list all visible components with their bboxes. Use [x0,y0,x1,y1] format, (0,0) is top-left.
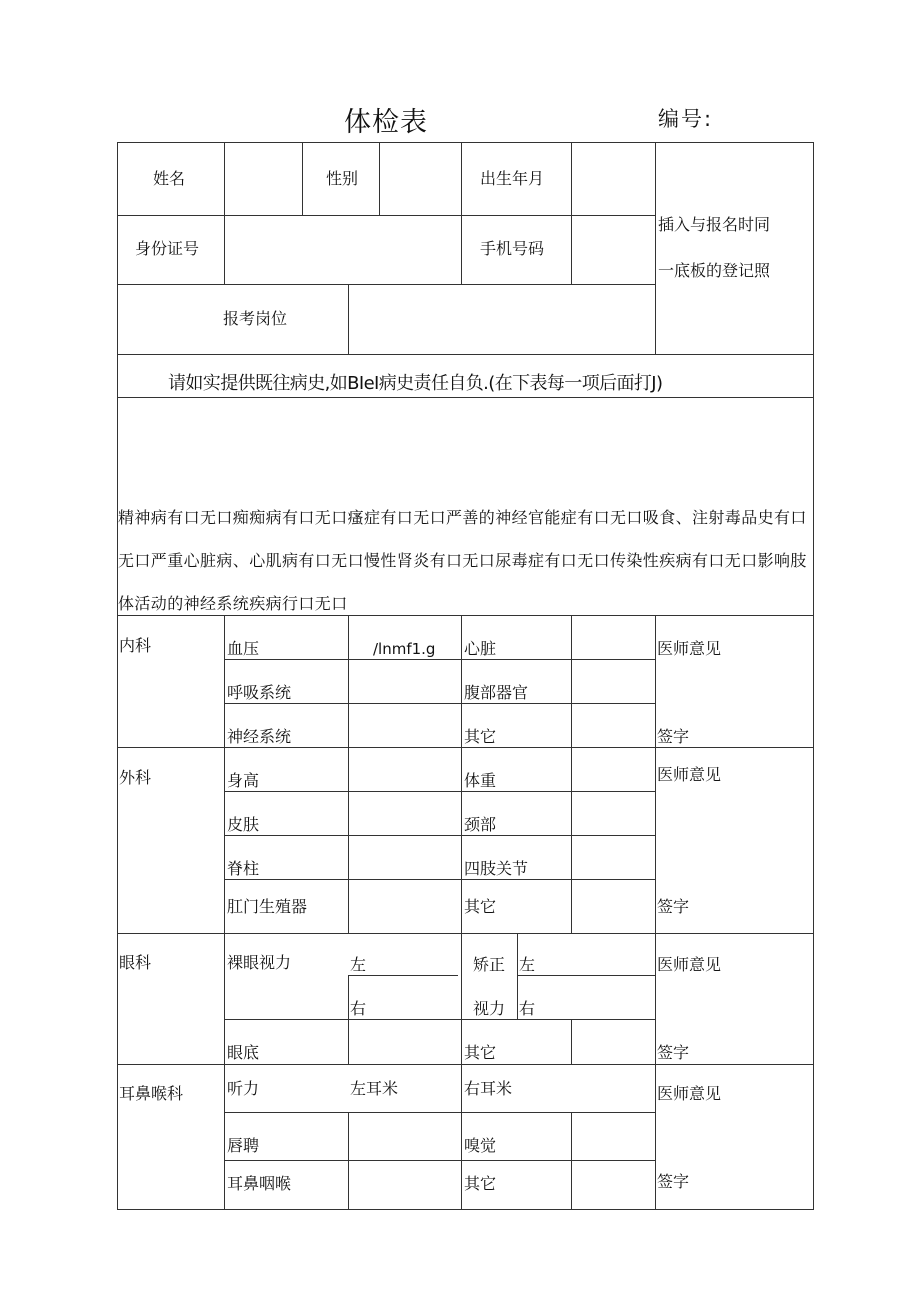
nervous-field[interactable] [350,705,460,746]
id-number-label: 身份证号 [135,239,200,258]
ent-throat-label: 耳鼻咽喉 [227,1174,292,1193]
fundus-field[interactable] [350,1021,460,1063]
anal-genital-label: 肛门生殖器 [227,897,308,916]
surgery-opinion-label: 医师意见 [657,765,722,784]
internal-other-label: 其它 [464,727,497,746]
naked-right-label: 右 [350,999,367,1018]
corrected-label-1: 矫正 [473,955,506,974]
history-notice: 请如实提供既往病史,如BIeI病史责任自负.(在下表每一项后面打J) [168,373,663,394]
lips-label: 唇聘 [227,1136,260,1155]
dept-internal: 内科 [119,636,152,655]
eye-sign-label: 签字 [657,1043,690,1062]
gender-field[interactable] [381,144,460,214]
heart-field[interactable] [573,617,654,658]
surgery-other-label: 其它 [464,897,497,916]
height-field[interactable] [350,749,460,790]
eye-opinion-label: 医师意见 [657,955,722,974]
neck-label: 颈部 [464,815,497,834]
phone-field[interactable] [573,217,654,283]
left-ear-label[interactable]: 左耳米 [350,1079,399,1098]
weight-label: 体重 [464,771,497,790]
abdomen-field[interactable] [573,661,654,702]
nervous-label: 神经系统 [227,727,292,746]
ent-sign-label: 签字 [657,1172,690,1191]
smell-field[interactable] [573,1114,654,1159]
naked-left-field[interactable] [370,935,458,974]
internal-sign-label: 签字 [657,727,690,746]
ent-opinion-label: 医师意见 [657,1084,722,1103]
blood-pressure-value[interactable]: /lnmf1.g [373,640,436,658]
dept-eye: 眼科 [119,953,152,972]
spine-field[interactable] [350,837,460,878]
photo-note-line1: 插入与报名时同 [658,215,771,234]
abdomen-label: 腹部器官 [464,683,529,702]
dept-ent: 耳鼻喉科 [119,1084,184,1103]
birth-label: 出生年月 [480,169,545,188]
eye-other-field[interactable] [573,1021,654,1063]
eye-other-label: 其它 [464,1043,497,1062]
heart-label: 心脏 [464,639,497,658]
corrected-right-label: 右 [519,999,536,1018]
page-title: 体检表 [344,107,428,138]
medical-history-checklist[interactable]: 精神病有口无口痴痴病有口无口瘙症有口无口严善的神经官能症有口无口吸食、注射毒品史有口无口严重心脏病、心肌病有口无口慢性肾炎有口无口尿毒症有口无口传染性疾病有口无口影响肢体活动的神经系统疾病行口无口 [118,508,807,613]
position-label: 报考岗位 [223,309,288,328]
surgery-other-field[interactable] [573,881,654,932]
skin-field[interactable] [350,793,460,834]
internal-other-field[interactable] [573,705,654,746]
corrected-label-2: 视力 [473,999,506,1018]
respiratory-label: 呼吸系统 [227,683,292,702]
limbs-label: 四肢关节 [464,859,529,878]
weight-field[interactable] [573,749,654,790]
corrected-right-field[interactable] [540,977,654,1018]
limbs-field[interactable] [573,837,654,878]
blood-pressure-label: 血压 [227,639,260,658]
naked-vision-label: 裸眼视力 [227,953,292,972]
id-number-field[interactable] [226,217,460,283]
respiratory-field[interactable] [350,661,460,702]
spine-label: 脊柱 [227,859,260,878]
surgery-sign-label: 签字 [657,897,690,916]
skin-label: 皮肤 [227,815,260,834]
naked-left-label: 左 [350,955,367,974]
ent-other-field[interactable] [573,1162,654,1208]
height-label: 身高 [227,771,260,790]
position-field[interactable] [350,286,654,353]
name-field[interactable] [226,144,301,214]
internal-opinion-label: 医师意见 [657,639,722,658]
dept-surgery: 外科 [119,768,152,787]
right-ear-label[interactable]: 右耳米 [464,1079,513,1098]
ent-throat-field[interactable] [350,1162,460,1208]
gender-label: 性别 [326,169,359,188]
phone-label: 手机号码 [480,239,545,258]
corrected-left-field[interactable] [540,935,654,974]
anal-genital-field[interactable] [350,881,460,932]
neck-field[interactable] [573,793,654,834]
hearing-label: 听力 [227,1079,260,1098]
name-label: 姓名 [153,169,186,188]
photo-note-line2: 一底板的登记照 [658,261,771,280]
birth-field[interactable] [573,144,654,214]
ent-other-label: 其它 [464,1174,497,1193]
form-number-label: 编号: [658,107,714,131]
naked-right-field[interactable] [370,977,458,1018]
corrected-left-label: 左 [519,955,536,974]
lips-field[interactable] [350,1114,460,1159]
smell-label: 嗅觉 [464,1136,497,1155]
fundus-label: 眼底 [227,1043,260,1062]
